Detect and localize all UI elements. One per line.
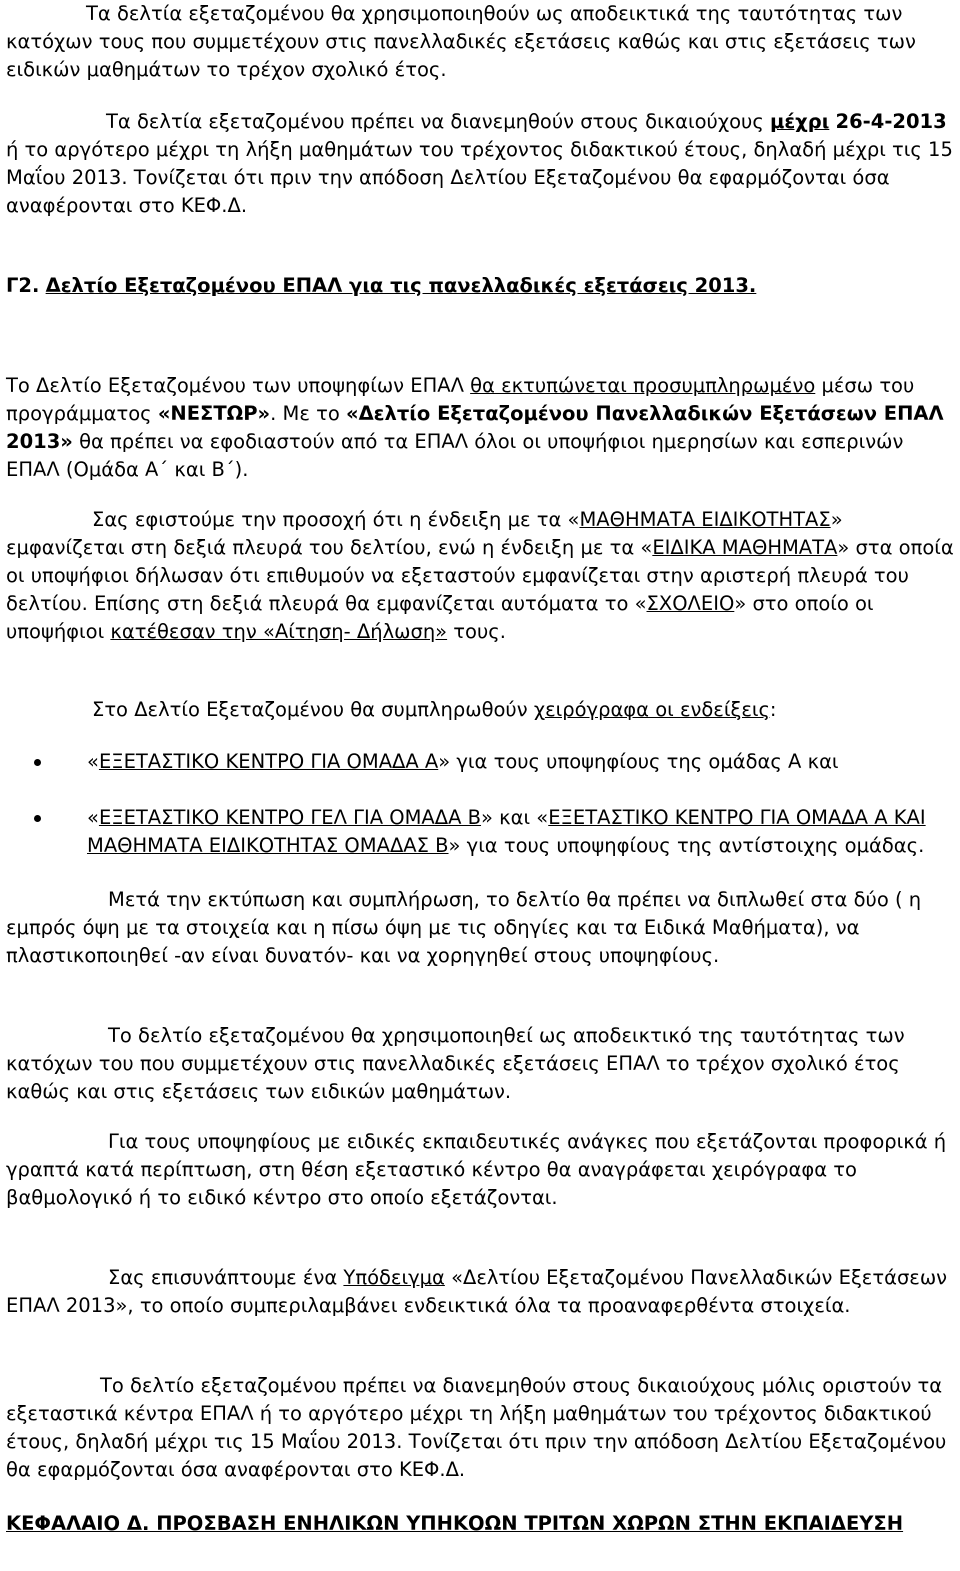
paragraph-3-text-2: μέσω του προγράμματος [6,374,915,425]
paragraph-6 [6,886,956,970]
special-courses-label: ΕΙΔΙΚΑ ΜΑΘΗΜΑΤΑ [652,536,838,559]
section-number: Γ2. [6,274,40,297]
paragraph-4-text: Σας εφιστούμε την προσοχή ότι η ένδειξη με τα « [92,508,580,531]
paragraph-9-text-end: «Δελτίου Εξεταζομένου Πανελλαδικών Εξετάσεων ΕΠΑΛ 2013», το οποίο συμπεριλαμβάνει ενδεικτικά όλα τα προαναφερθέντα στοιχεία. [6,1266,948,1317]
exam-center-gel-group-b: ΕΞΕΤΑΣΤΙΚΟ ΚΕΝΤΡΟ ΓΕΛ ΓΙΑ ΟΜΑΔΑ Β [98,806,482,829]
paragraph-5-colon: : [769,698,777,721]
list-item-quote: « [87,750,99,773]
paragraph-7-text: Το δελτίο εξεταζομένου θα χρησιμοποιηθεί ως αποδεικτικό της ταυτότητας των κατόχων του που συμμετέχουν στις πανελλαδικές εξετάσεις ΕΠΑΛ το τρέχον σχολικό έτος καθώς και στις εξετάσεις των ειδικών μαθημάτων. [6,1024,905,1103]
paragraph-9-text: Σας επισυνάπτουμε ένα [108,1266,344,1289]
paragraph-10-text: Το δελτίο εξεταζομένου πρέπει να διανεμηθούν στους δικαιούχους μόλις οριστούν τα εξεταστικά κέντρα ΕΠΑΛ ή το αργότερο μέχρι τη λήξη μαθημάτων του τρέχοντος διδακτικού έτους, δηλαδή μέχρι τις 15 Μαΐου 2013. Τονίζεται ότι πριν την απόδοση Δελτίου Εξεταζομένου θα εφαρμόζονται όσα αναφέρονται στο ΚΕΦ.Δ. [6,1374,947,1481]
section-heading-g2 [6,272,956,300]
list-item-text-2: » και « [481,806,549,829]
card-title-emphasis: «Δελτίο Εξεταζομένου Πανελλαδικών Εξετάσεων ΕΠΑΛ 2013» [6,402,944,453]
paragraph-5 [6,696,956,724]
paragraph-3-text-3: . Με το [270,402,346,425]
paragraph-4-text-4: » στο οποίο οι υποψήφιοι [6,592,874,643]
paragraph-1 [6,0,956,84]
paragraph-10 [6,1372,956,1484]
list-item-text [87,804,956,860]
bullet-icon [34,815,41,822]
list-item-text [87,748,956,776]
list-item-text-end: » για τους υποψηφίους της αντίστοιχης ομάδας. [448,834,925,857]
list-item-text-end: » για τους υποψηφίους της ομάδας Α και [438,750,839,773]
paragraph-4-text-5: τους. [447,620,506,643]
paragraph-7 [6,1022,956,1106]
paragraph-8-text: Για τους υποψηφίους με ειδικές εκπαιδευτικές ανάγκες που εξετάζονται προφορικά ή γραπτά κατά περίπτωση, στη θέση εξεταστικό κέντρο θα αναγράφεται χειρόγραφα το βαθμολογικό ή το ειδικό κέντρο στο οποίο εξετάζονται. [6,1130,947,1209]
paragraph-1-text: Τα δελτία εξεταζομένου θα χρησιμοποιηθούν ως αποδεικτικά της ταυτότητας των κατόχων τους που συμμετέχουν στις πανελλαδικές εξετάσεις καθώς και στις εξετάσεις των ειδικών μαθημάτων το τρέχον σχολικό έτος. [6,2,916,81]
printed-prefilled-note: θα εκτυπώνεται προσυμπληρωμένο [470,374,816,397]
application-declaration-label: κατέθεσαν την «Αίτηση- Δήλωση» [110,620,448,643]
exam-center-group-a-specialty-b: ΕΞΕΤΑΣΤΙΚΟ ΚΕΝΤΡΟ ΓΙΑ ΟΜΑΔΑ Α ΚΑΙ ΜΑΘΗΜΑΤΑ ΕΙΔΙΚΟΤΗΤΑΣ ΟΜΑΔΑΣ Β [87,806,926,857]
paragraph-2-text: Τα δελτία εξεταζομένου πρέπει να διανεμηθούν στους δικαιούχους [106,110,770,133]
handwritten-fields-label: χειρόγραφα οι ενδείξεις [533,698,770,721]
bullet-icon [34,759,41,766]
section-title: Δελτίο Εξεταζομένου ΕΠΑΛ για τις πανελλαδικές εξετάσεις 2013. [45,274,757,297]
paragraph-9 [6,1264,956,1320]
paragraph-6-text: Μετά την εκτύπωση και συμπλήρωση, το δελτίο θα πρέπει να διπλωθεί στα δύο ( η εμπρός όψη με τα στοιχεία και η πίσω όψη με τις οδηγίες και τα Ειδικά Μαθήματα), να πλαστικοποιηθεί -αν είναι δυνατόν- και να χορηγηθεί στους υποψηφίους. [6,888,922,967]
school-label: ΣΧΟΛΕΙΟ [646,592,735,615]
paragraph-3 [6,372,956,484]
deadline-date: 26-4-2013 [835,110,947,133]
specialty-courses-label: ΜΑΘΗΜΑΤΑ ΕΙΔΙΚΟΤΗΤΑΣ [579,508,831,531]
deadline-emphasis: μέχρι [769,110,830,133]
sample-link-text: Υπόδειγμα [343,1266,445,1289]
paragraph-4-text-3: » στα οποία οι υποψήφιοι δήλωσαν ότι επιθυμούν να εξεταστούν εμφανίζεται στην αριστερή πλευρά του δελτίου. Επίσης στη δεξιά πλευρά θα εμφανίζεται αυτόματα το « [6,536,954,615]
paragraph-4-text-2: » εμφανίζεται στη δεξιά πλευρά του δελτίου, ενώ η ένδειξη με τα « [6,508,843,559]
paragraph-2 [6,108,956,220]
paragraph-3-text-4: θα πρέπει να εφοδιαστούν από τα ΕΠΑΛ όλοι οι υποψήφιοι ημερησίων και εσπερινών ΕΠΑΛ (Ομάδα Α΄ και Β΄). [6,430,904,481]
paragraph-3-text: Το Δελτίο Εξεταζομένου των υποψηφίων ΕΠΑΛ [6,374,471,397]
chapter-heading [6,1510,956,1538]
paragraph-4 [6,506,956,646]
program-name: «ΝΕΣΤΩΡ» [157,402,271,425]
paragraph-8 [6,1128,956,1212]
exam-center-group-a: ΕΞΕΤΑΣΤΙΚΟ ΚΕΝΤΡΟ ΓΙΑ ΟΜΑΔΑ Α [98,750,439,773]
list-item-quote: « [87,806,99,829]
paragraph-2-text-end: ή το αργότερο μέχρι τη λήξη μαθημάτων του τρέχοντος διδακτικού έτους, δηλαδή μέχρι τις 15 Μαΐου 2013. Τονίζεται ότι πριν την απόδοση Δελτίου Εξεταζομένου θα εφαρμόζονται όσα αναφέρονται στο ΚΕΦ.Δ. [6,138,953,217]
paragraph-5-text: Στο Δελτίο Εξεταζομένου θα συμπληρωθούν [92,698,534,721]
chapter-heading-text: ΚΕΦΑΛΑΙΟ Δ. ΠΡΟΣΒΑΣΗ ΕΝΗΛΙΚΩΝ ΥΠΗΚΟΩΝ ΤΡΙΤΩΝ ΧΩΡΩΝ ΣΤΗΝ ΕΚΠΑΙΔΕΥΣΗ [6,1512,904,1535]
